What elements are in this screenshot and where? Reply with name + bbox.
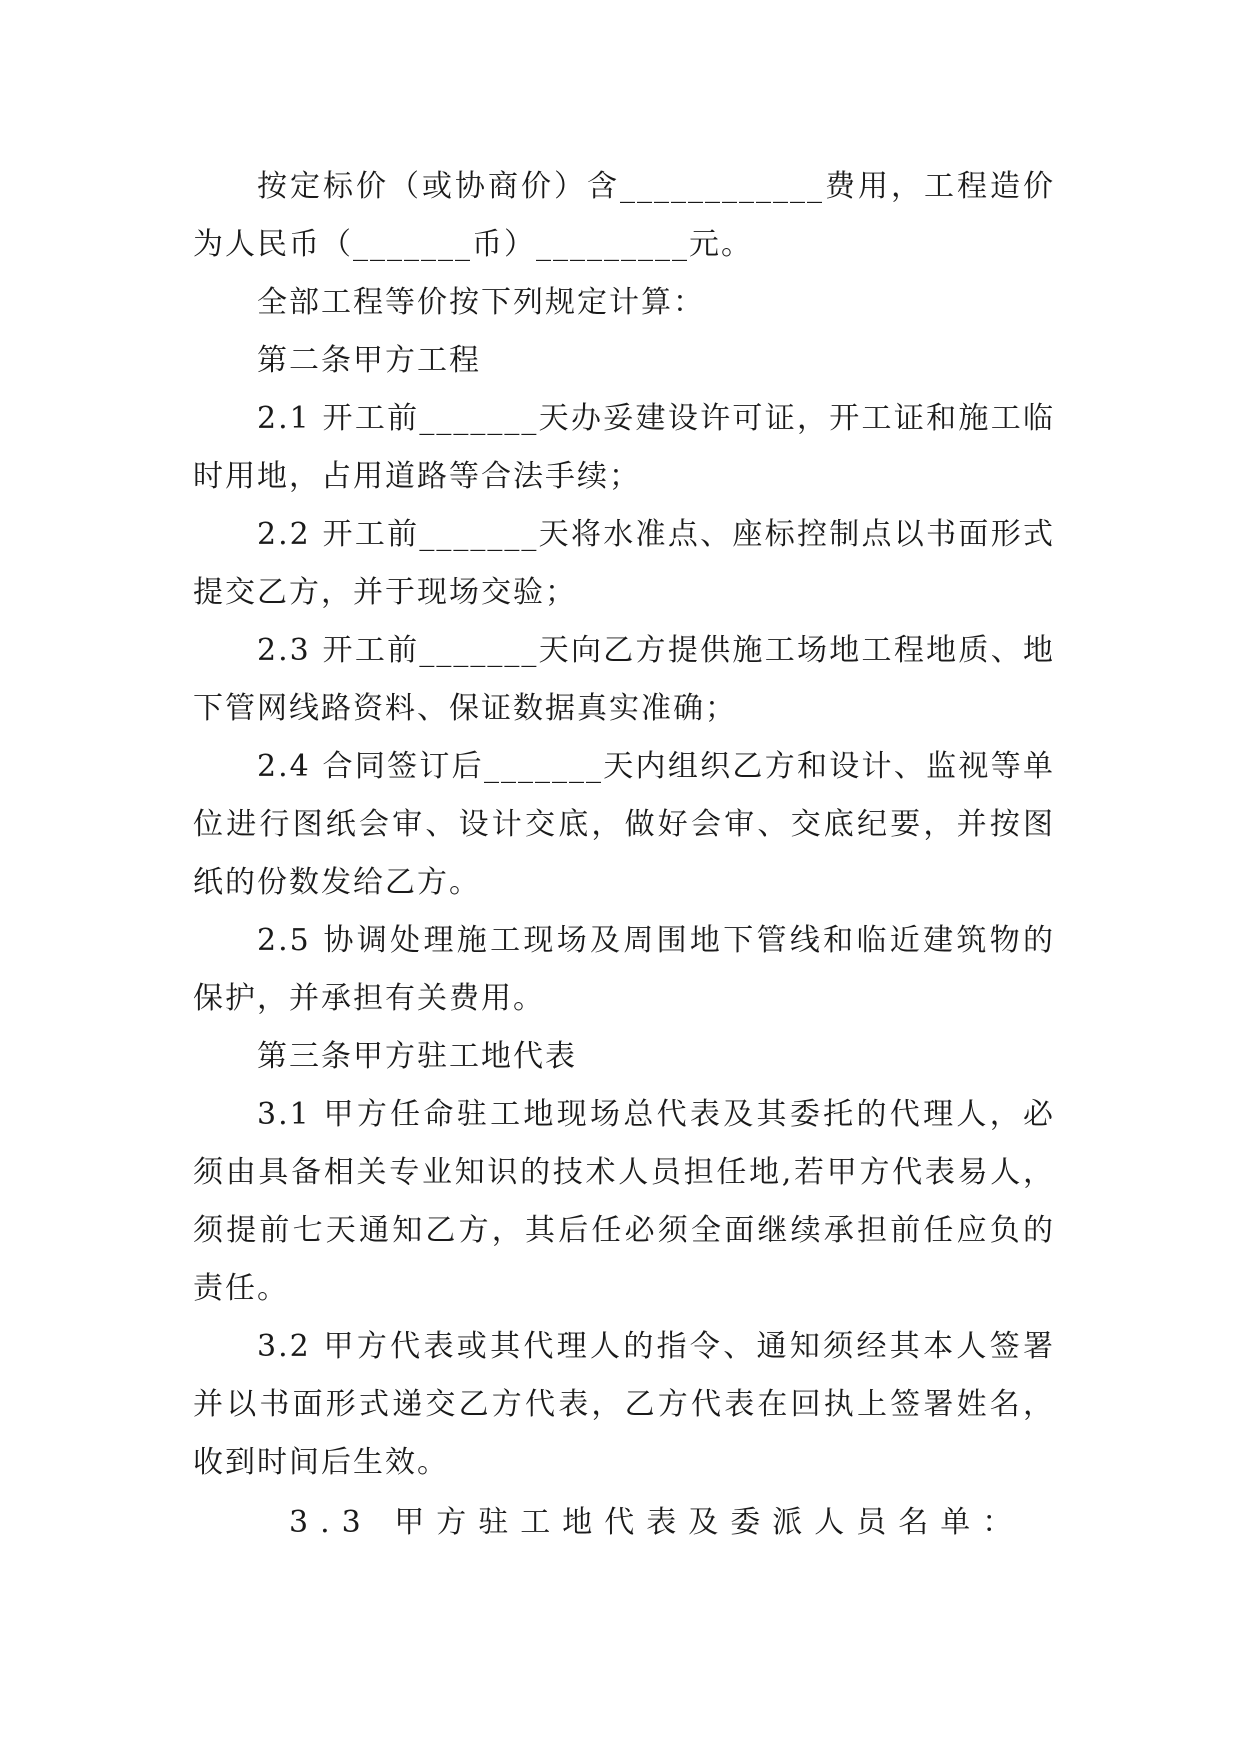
clause-3-1: 3.1 甲方任命驻工地现场总代表及其委托的代理人，必须由具备相关专业知识的技术人员担任地,若甲方代表易人，须提前七天通知乙方，其后任必须全面继续承担前任应负的责任。 bbox=[193, 1097, 1055, 1306]
paragraph-price: 按定标价（或协商价）含____________费用，工程造价为人民币（_______币）_________元。 bbox=[193, 169, 1055, 262]
clause-2-5: 2.5 协调处理施工现场及周围地下管线和临近建筑物的保护，并承担有关费用。 bbox=[193, 923, 1055, 1016]
clause-2-2: 2.2 开工前_______天将水准点、座标控制点以书面形式提交乙方，并于现场交验； bbox=[193, 517, 1055, 610]
clause-2-4: 2.4 合同签订后_______天内组织乙方和设计、监视等单位进行图纸会审、设计交底，做好会审、交底纪要，并按图纸的份数发给乙方。 bbox=[193, 749, 1055, 900]
clause-3-2: 3.2 甲方代表或其代理人的指令、通知须经其本人签署并以书面形式递交乙方代表，乙方代表在回执上签署姓名，收到时间后生效。 bbox=[193, 1329, 1055, 1480]
article-3-heading: 第三条甲方驻工地代表 bbox=[257, 1039, 577, 1074]
document-page bbox=[193, 158, 1055, 1552]
clause-2-3: 2.3 开工前_______天向乙方提供施工场地工程地质、地下管网线路资料、保证数据真实准确； bbox=[193, 633, 1055, 726]
clause-2-1: 2.1 开工前_______天办妥建设许可证，开工证和施工临时用地，占用道路等合法手续； bbox=[193, 401, 1055, 494]
article-2-heading: 第二条甲方工程 bbox=[257, 343, 481, 378]
clause-3-3: 3.3 甲方驻工地代表及委派人员名单： bbox=[289, 1505, 1025, 1540]
paragraph-calculation: 全部工程等价按下列规定计算： bbox=[257, 285, 705, 320]
